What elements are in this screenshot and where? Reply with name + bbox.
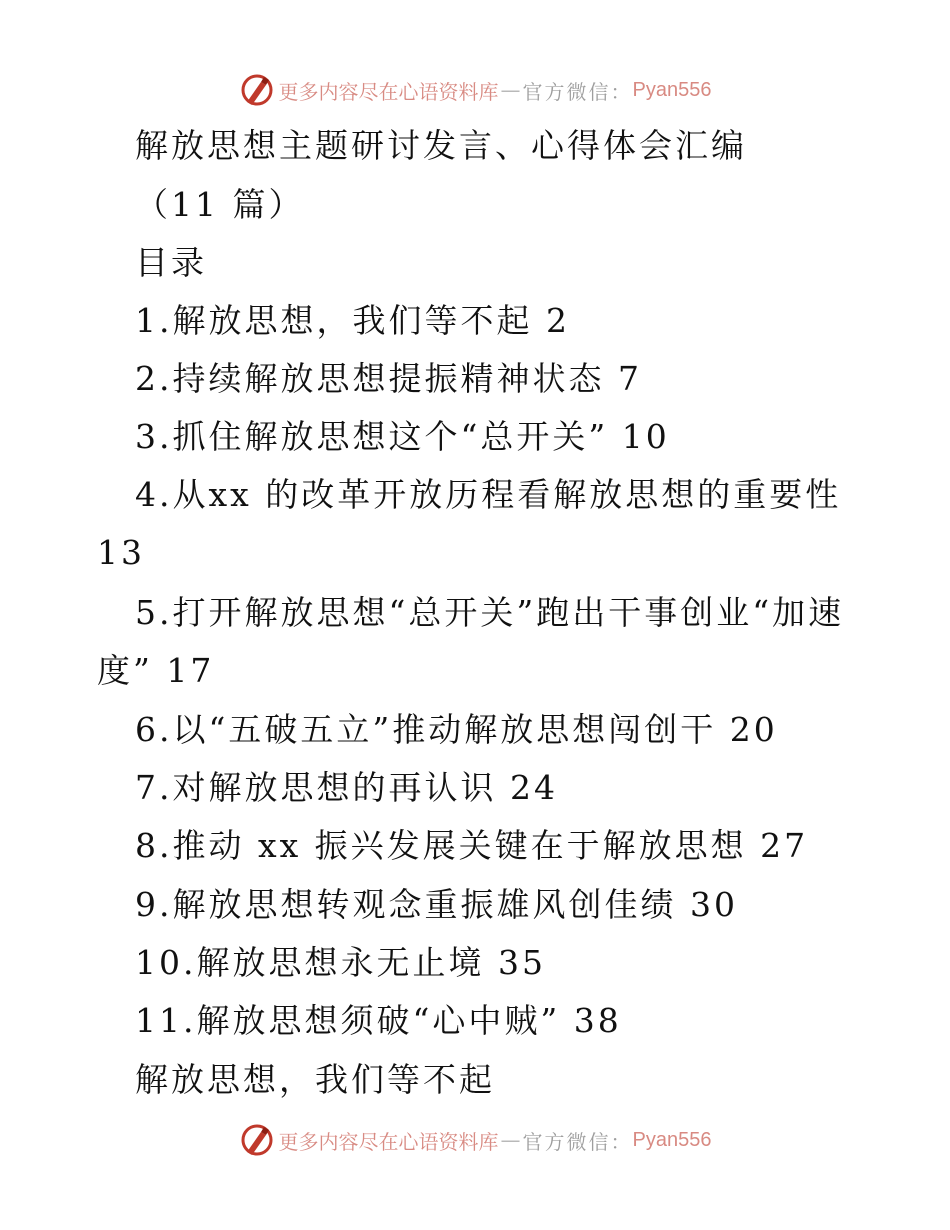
toc-item-1[interactable]: 1.解放思想，我们等不起 2 <box>135 301 570 340</box>
toc-item-6[interactable]: 6.以“五破五立”推动解放思想闯创干 20 <box>135 710 778 749</box>
toc-item-10[interactable]: 10.解放思想永无止境 35 <box>135 943 546 982</box>
banner-wechat-id: Pyan556 <box>632 78 712 101</box>
banner-promo-text: 更多内容尽在心语资料库 <box>278 79 499 104</box>
toc-item-5[interactable]: 5.打开解放思想“总开关”跑出干事创业“加速 <box>135 593 845 632</box>
document-title: 解放思想主题研讨发言、心得体会汇编 <box>135 126 747 165</box>
banner-promo-text: 更多内容尽在心语资料库 <box>278 1129 499 1154</box>
toc-item-8[interactable]: 8.推动 xx 振兴发展关键在于解放思想 27 <box>135 826 809 865</box>
toc-item-4[interactable]: 4.从xx 的改革开放历程看解放思想的重要性 <box>135 475 842 514</box>
banner-dash: — <box>500 78 521 102</box>
toc-item-2[interactable]: 2.持续解放思想提振精神状态 7 <box>135 359 642 398</box>
pen-logo-icon <box>239 72 275 108</box>
banner-wechat-id: Pyan556 <box>632 1128 712 1151</box>
article-heading: 解放思想，我们等不起 <box>135 1060 495 1099</box>
toc-item-9[interactable]: 9.解放思想转观念重振雄风创佳绩 30 <box>135 885 738 924</box>
banner-dash: — <box>500 1128 521 1152</box>
document-title-count: （11 篇） <box>135 185 305 224</box>
toc-item-4-page[interactable]: 13 <box>97 533 145 572</box>
pen-logo-icon <box>239 1122 275 1158</box>
toc-item-3[interactable]: 3.抓住解放思想这个“总开关” 10 <box>135 417 670 456</box>
toc-heading: 目录 <box>135 243 207 282</box>
footer-banner <box>0 1120 950 1160</box>
toc-item-11[interactable]: 11.解放思想须破“心中贼” 38 <box>135 1001 622 1040</box>
header-banner <box>0 70 950 110</box>
banner-wechat-label: 官方微信： <box>522 79 633 104</box>
toc-item-7[interactable]: 7.对解放思想的再认识 24 <box>135 768 558 807</box>
toc-item-5-continuation[interactable]: 度” 17 <box>97 651 215 690</box>
banner-wechat-label: 官方微信： <box>522 1129 633 1154</box>
